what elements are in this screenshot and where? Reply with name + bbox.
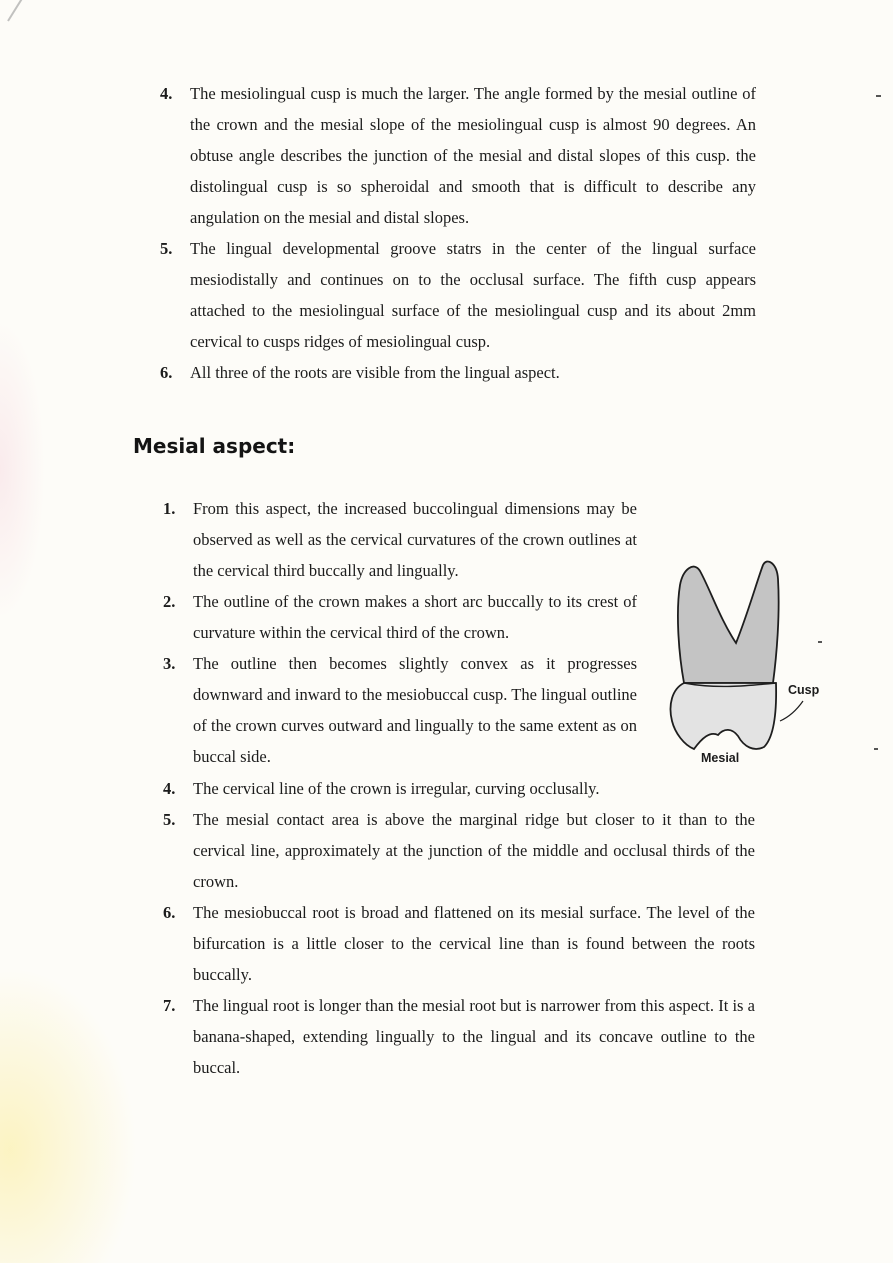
list-item <box>163 773 755 804</box>
item-number: 6. <box>160 363 173 382</box>
list-item <box>160 233 756 357</box>
list-item <box>163 897 755 990</box>
item-number: 4. <box>160 84 173 103</box>
item-text: The mesial contact area is above the marginal ridge but closer to it than to the cervical line, approximately at the junction of the middle and occlusal thirds of the crown. <box>193 810 755 891</box>
mesial-aspect-list-upper <box>163 493 637 772</box>
tooth-mesial-figure <box>660 555 830 770</box>
mesial-aspect-list-lower <box>163 773 755 1083</box>
lingual-aspect-list <box>160 78 756 388</box>
item-text: The mesiolingual cusp is much the larger. The angle formed by the mesial outline of the crown and the mesial slope of the mesiolingual cusp is almost 90 degrees. An obtuse angle describes the junction of the mesial and distal slopes of this cusp. the distolingual cusp is so spheroidal and smooth that is difficult to describe any angulation on the mesial and distal slopes. <box>190 84 756 227</box>
list-item <box>160 78 756 233</box>
list-item <box>163 804 755 897</box>
item-text: All three of the roots are visible from the lingual aspect. <box>190 363 560 382</box>
scan-speck <box>818 641 822 643</box>
section-heading: Mesial aspect: <box>133 434 296 458</box>
item-text: The lingual developmental groove statrs in the center of the lingual surface mesiodistally and continues on to the occlusal surface. The fifth cusp appears attached to the mesiolingual surface of the mesiolingual cusp and its about 2mm cervical to cusps ridges of mesiolingual cusp. <box>190 239 756 351</box>
item-text: The cervical line of the crown is irregular, curving occlusally. <box>193 779 600 798</box>
tooth-root <box>678 561 779 683</box>
item-text: The mesiobuccal root is broad and flattened on its mesial surface. The level of the bifurcation is a little closer to the cervical line than is found between the roots buccally. <box>193 903 755 984</box>
item-text: The outline of the crown makes a short arc buccally to its crest of curvature within the cervical third of the crown. <box>193 592 637 642</box>
cusp-leader-line <box>780 701 803 721</box>
item-text: The outline then becomes slightly convex as it progresses downward and inward to the mesiobuccal cusp. The lingual outline of the crown curves outward and lingually to the same extent as on buccal side. <box>193 654 637 766</box>
item-number: 5. <box>163 810 176 829</box>
item-number: 1. <box>163 499 176 518</box>
list-item <box>160 357 756 388</box>
mesial-label: Mesial <box>701 751 740 765</box>
item-text: The lingual root is longer than the mesial root but is narrower from this aspect. It is a banana-shaped, extending lingually to the lingual and its concave outline to the buccal. <box>193 996 755 1077</box>
list-item <box>163 648 637 772</box>
scan-speck <box>874 748 878 750</box>
item-number: 2. <box>163 592 176 611</box>
list-item <box>163 586 637 648</box>
item-number: 6. <box>163 903 176 922</box>
item-text: From this aspect, the increased buccolingual dimensions may be observed as well as the cervical curvatures of the crown outlines at the cervical third buccally and lingually. <box>193 499 637 580</box>
list-item <box>163 990 755 1083</box>
scan-speck <box>876 95 881 97</box>
item-number: 4. <box>163 779 176 798</box>
cusp-label: Cusp <box>788 683 820 697</box>
item-number: 5. <box>160 239 173 258</box>
tooth-crown <box>671 683 777 749</box>
item-number: 7. <box>163 996 176 1015</box>
item-number: 3. <box>163 654 176 673</box>
list-item <box>163 493 637 586</box>
